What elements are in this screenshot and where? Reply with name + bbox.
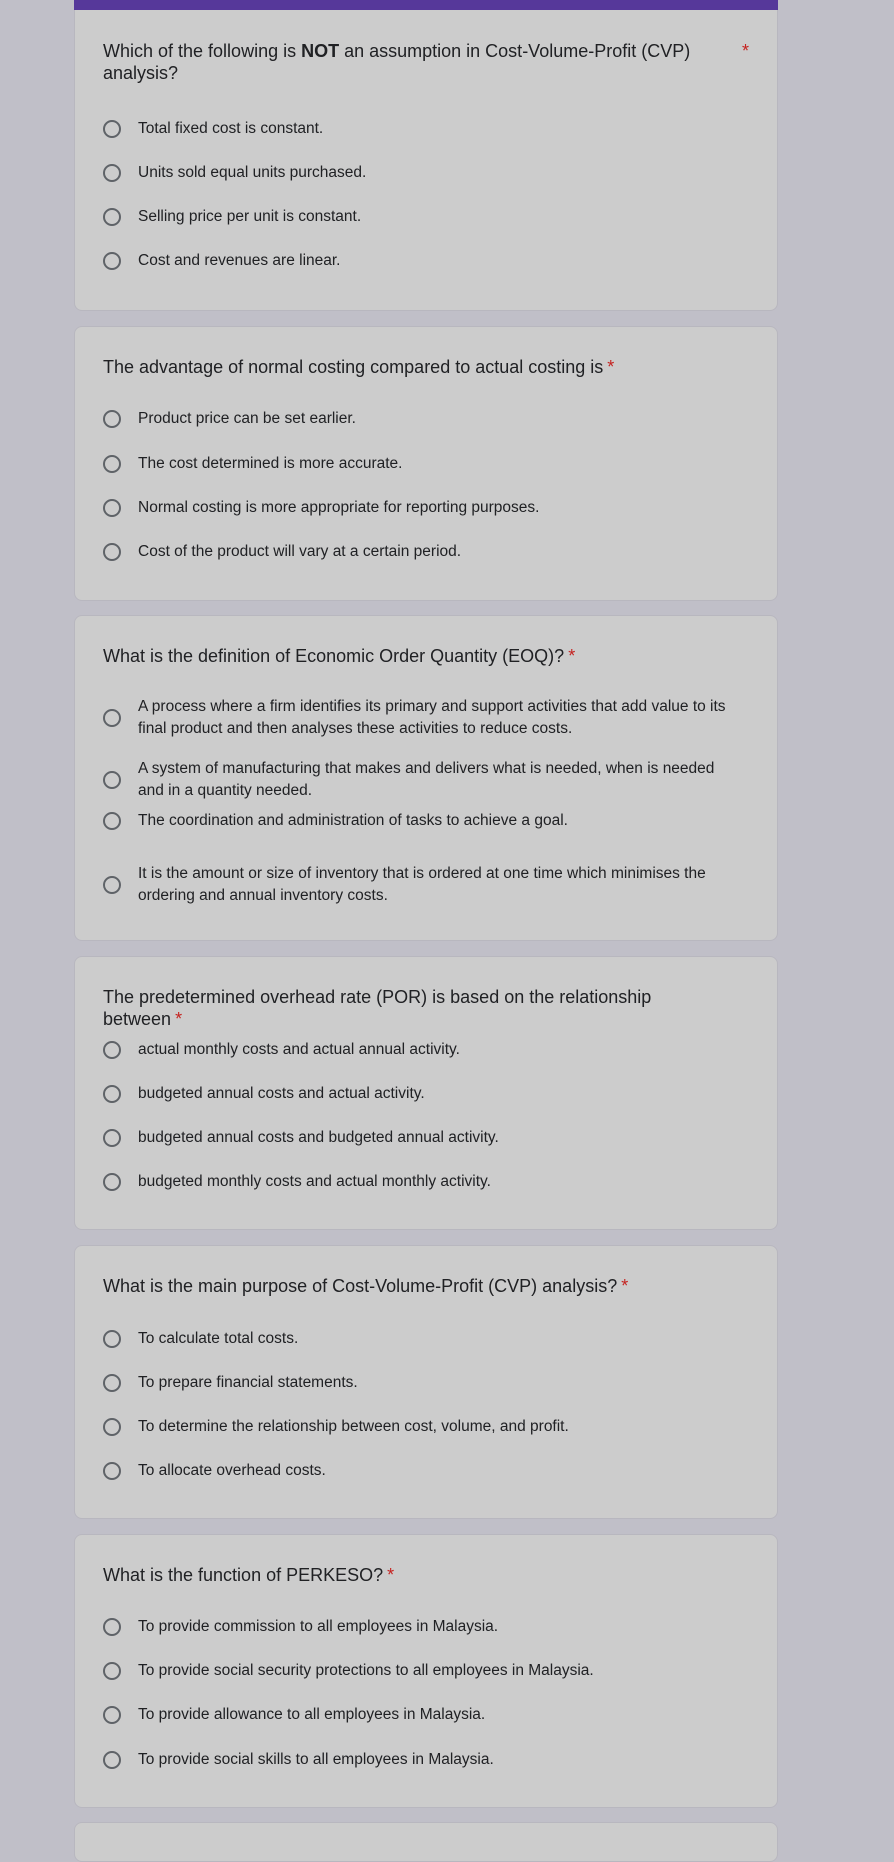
- radio-button-icon[interactable]: [103, 543, 121, 561]
- required-asterisk: *: [741, 41, 749, 61]
- question-title: What is the main purpose of Cost-Volume-Profit (CVP) analysis? *: [103, 1276, 629, 1296]
- option-label: budgeted annual costs and budgeted annual activity.: [138, 1129, 499, 1146]
- option-label: Normal costing is more appropriate for reporting purposes.: [138, 499, 540, 516]
- option-radio[interactable]: [103, 1328, 298, 1350]
- emphasis-not: NOT: [301, 41, 340, 61]
- radio-button-icon[interactable]: [103, 120, 121, 138]
- option-label: To provide commission to all employees in Malaysia.: [138, 1618, 499, 1635]
- radio-button-icon[interactable]: [103, 1706, 121, 1724]
- option-radio[interactable]: [103, 1749, 494, 1771]
- option-radio[interactable]: [103, 758, 739, 802]
- option-radio[interactable]: [103, 810, 739, 832]
- form-header-accent-bar: [74, 0, 778, 10]
- option-label: A system of manufacturing that makes and delivers what is needed, when is needed and in a quantity needed.: [138, 760, 715, 799]
- radio-button-icon[interactable]: [103, 1173, 121, 1191]
- option-radio[interactable]: [103, 408, 356, 430]
- option-label: A process where a firm identifies its primary and support activities that add value to its final product and then analyses these activities to reduce costs.: [138, 698, 726, 737]
- radio-button-icon[interactable]: [103, 164, 121, 182]
- radio-button-icon[interactable]: [103, 709, 121, 727]
- option-radio[interactable]: [103, 1616, 498, 1638]
- radio-button-icon[interactable]: [103, 771, 121, 789]
- option-radio[interactable]: [103, 1039, 460, 1061]
- option-label: To prepare financial statements.: [138, 1374, 358, 1391]
- option-label: To calculate total costs.: [138, 1330, 299, 1347]
- question-card-3: [74, 615, 778, 941]
- option-label: To determine the relationship between cost, volume, and profit.: [138, 1418, 569, 1435]
- radio-button-icon[interactable]: [103, 455, 121, 473]
- radio-button-icon[interactable]: [103, 1618, 121, 1636]
- question-title: Which of the following is NOT an assumption in Cost-Volume-Profit (CVP) analysis? *: [103, 41, 749, 83]
- required-asterisk: *: [621, 1276, 629, 1296]
- question-title: What is the definition of Economic Order Quantity (EOQ)? *: [103, 646, 576, 666]
- option-label: To provide social security protections to all employees in Malaysia.: [138, 1662, 594, 1679]
- radio-button-icon[interactable]: [103, 1418, 121, 1436]
- option-label: Cost of the product will vary at a certain period.: [138, 543, 462, 560]
- next-question-card-peek: [74, 1822, 778, 1862]
- radio-button-icon[interactable]: [103, 1129, 121, 1147]
- option-label: Product price can be set earlier.: [138, 410, 356, 427]
- radio-button-icon[interactable]: [103, 1085, 121, 1103]
- option-label: budgeted annual costs and actual activity.: [138, 1085, 425, 1102]
- option-label: budgeted monthly costs and actual monthly activity.: [138, 1173, 491, 1190]
- question-card-2: [74, 326, 778, 601]
- radio-button-icon[interactable]: [103, 1462, 121, 1480]
- radio-button-icon[interactable]: [103, 1662, 121, 1680]
- option-radio[interactable]: [103, 1704, 485, 1726]
- option-label: The cost determined is more accurate.: [138, 455, 403, 472]
- form-column: [74, 0, 778, 1768]
- question-title: The advantage of normal costing compared to actual costing is *: [103, 357, 615, 377]
- option-label: To provide social skills to all employees in Malaysia.: [138, 1751, 494, 1768]
- option-label: Total fixed cost is constant.: [138, 120, 324, 137]
- question-card-5: [74, 1245, 778, 1519]
- radio-button-icon[interactable]: [103, 410, 121, 428]
- option-radio[interactable]: [103, 1171, 491, 1193]
- required-asterisk: *: [607, 357, 615, 377]
- question-card-4: [74, 956, 778, 1230]
- radio-button-icon[interactable]: [103, 208, 121, 226]
- required-asterisk: *: [175, 1009, 183, 1029]
- option-label: The coordination and administration of tasks to achieve a goal.: [138, 812, 568, 829]
- option-label: It is the amount or size of inventory that is ordered at one time which minimises the ordering and annual inventory costs.: [138, 865, 706, 904]
- radio-button-icon[interactable]: [103, 252, 121, 270]
- question-title: The predetermined overhead rate (POR) is based on the relationship between *: [103, 987, 652, 1029]
- option-radio[interactable]: [103, 1416, 569, 1438]
- radio-button-icon[interactable]: [103, 1374, 121, 1392]
- option-radio[interactable]: [103, 1127, 499, 1149]
- question-title: What is the function of PERKESO? *: [103, 1565, 395, 1585]
- option-radio[interactable]: [103, 696, 739, 740]
- radio-button-icon[interactable]: [103, 1330, 121, 1348]
- radio-button-icon[interactable]: [103, 1751, 121, 1769]
- option-label: Units sold equal units purchased.: [138, 164, 367, 181]
- radio-button-icon[interactable]: [103, 499, 121, 517]
- option-label: Cost and revenues are linear.: [138, 252, 341, 269]
- option-label: Selling price per unit is constant.: [138, 208, 362, 225]
- option-label: actual monthly costs and actual annual activity.: [138, 1041, 460, 1058]
- option-radio[interactable]: [103, 162, 366, 184]
- required-asterisk: *: [387, 1565, 395, 1585]
- question-card-1: [74, 10, 778, 311]
- option-label: To allocate overhead costs.: [138, 1462, 326, 1479]
- option-radio[interactable]: [103, 1083, 425, 1105]
- required-asterisk: *: [568, 646, 576, 666]
- option-radio[interactable]: [103, 1372, 358, 1394]
- question-card-6: [74, 1534, 778, 1808]
- option-radio[interactable]: [103, 206, 361, 228]
- option-radio[interactable]: [103, 1660, 594, 1682]
- radio-button-icon[interactable]: [103, 876, 121, 894]
- option-radio[interactable]: [103, 541, 461, 563]
- option-radio[interactable]: [103, 497, 539, 519]
- radio-button-icon[interactable]: [103, 812, 121, 830]
- option-label: To provide allowance to all employees in Malaysia.: [138, 1706, 486, 1723]
- option-radio[interactable]: [103, 1460, 326, 1482]
- radio-button-icon[interactable]: [103, 1041, 121, 1059]
- option-radio[interactable]: [103, 118, 323, 140]
- option-radio[interactable]: [103, 250, 340, 272]
- option-radio[interactable]: [103, 863, 739, 907]
- option-radio[interactable]: [103, 453, 402, 475]
